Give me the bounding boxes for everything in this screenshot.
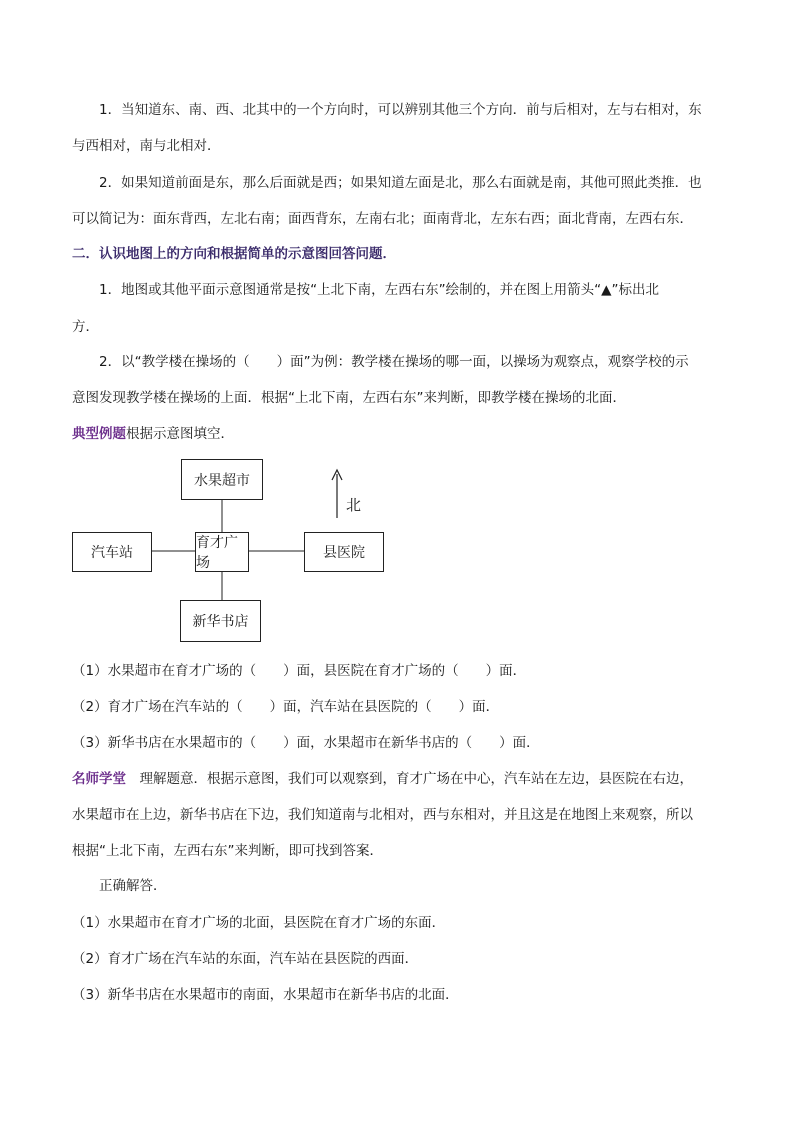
box-right: 县医院 <box>304 532 384 572</box>
para3-line2: 方． <box>72 319 99 335</box>
section-heading: 二．认识地图上的方向和根据简单的示意图回答问题． <box>72 246 396 262</box>
example-label: 典型例题 <box>72 426 126 442</box>
north-label: 北 <box>346 496 362 514</box>
box-top: 水果超市 <box>181 459 263 500</box>
box-left: 汽车站 <box>72 532 152 572</box>
question-3: （3）新华书店在水果超市的（ ）面，水果超市在新华书店的（ ）面． <box>72 735 540 751</box>
para1-line2: 与西相对，南与北相对． <box>72 138 221 154</box>
teacher-line3: 根据“上北下南，左西右东”来判断，即可找到答案． <box>72 843 383 859</box>
question-1: （1）水果超市在育才广场的（ ）面，县医院在育才广场的（ ）面． <box>72 663 527 679</box>
teacher-label: 名师学堂 <box>72 771 126 787</box>
example-text: 根据示意图填空． <box>126 426 234 442</box>
box-center: 育才广场 <box>195 532 249 572</box>
question-2: （2）育才广场在汽车站的（ ）面，汽车站在县医院的（ ）面． <box>72 699 500 715</box>
answer-1: （1）水果超市在育才广场的北面，县医院在育才广场的东面． <box>72 915 446 931</box>
teacher-line1 <box>72 770 732 788</box>
teacher-line2: 水果超市在上边，新华书店在下边，我们知道南与北相对，西与东相对，并且这是在地图上来观察，所以 <box>72 807 693 823</box>
answer-2: （2）育才广场在汽车站的东面，汽车站在县医院的西面． <box>72 951 419 967</box>
para4-line2: 意图发现教学楼在操场的上面．根据“上北下南，左西右东”来判断，即教学楼在操场的北面． <box>72 390 626 406</box>
para3-line1: 1．地图或其他平面示意图通常是按“上北下南，左西右东”绘制的，并在图上用箭头“▲”标出北 <box>99 282 659 298</box>
box-bottom: 新华书店 <box>180 600 261 642</box>
north-arrow-head <box>332 470 342 480</box>
para1-line1: 1．当知道东、南、西、北其中的一个方向时，可以辨别其他三个方向．前与后相对，左与右相对，东 <box>99 102 702 118</box>
example-line <box>72 425 732 443</box>
para4-line1: 2．以“教学楼在操场的（ ）面”为例：教学楼在操场的哪一面，以操场为观察点，观察学校的示 <box>99 354 689 370</box>
teacher-text: 理解题意．根据示意图，我们可以观察到，育才广场在中心，汽车站在左边，县医院在右边， <box>126 771 693 787</box>
answer-3: （3）新华书店在水果超市的南面，水果超市在新华书店的北面． <box>72 987 459 1003</box>
para2-line2: 可以简记为：面东背西，左北右南；面西背东，左南右北；面南背北，左东右西；面北背南，左西右东． <box>72 211 693 227</box>
para2-line1: 2．如果知道前面是东，那么后面就是西；如果知道左面是北，那么右面就是南，其他可照此类推．也 <box>99 175 702 191</box>
answer-heading: 正确解答． <box>99 878 167 894</box>
